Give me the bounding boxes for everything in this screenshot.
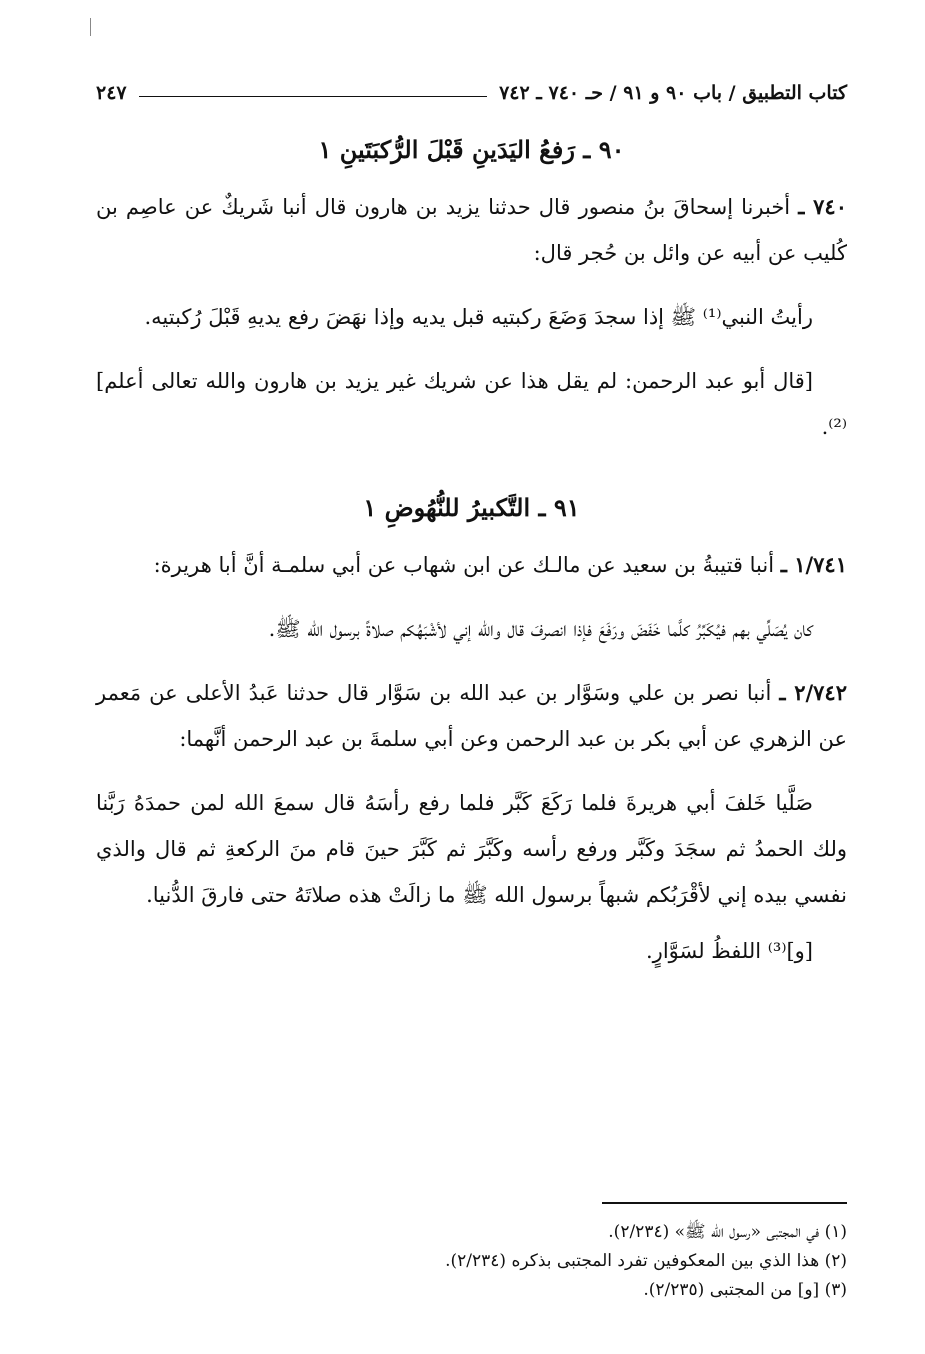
hadith-740-note: [قال أبو عبد الرحمن: لم يقل هذا عن شريك غير يزيد بن هارون والله تعالى أعلم]⁽²⁾. — [96, 369, 847, 439]
chapter-heading-91: ٩١ ـ التَّكبيرُ للنُّهُوضِ ١ — [363, 493, 580, 522]
footnote-1: (١) في المجتبى «رسول الله ﷺ» (٢/٢٣٤). — [608, 1222, 847, 1242]
footnote-2: (٢) هذا الذي بين المعكوفين تفرد المجتبى بذكره (٢/٢٣٤). — [445, 1251, 847, 1271]
isnad-text: أنبا نصر بن علي وسَوَّار بن عبد الله بن سَوَّار قال حدثنا عَبدُ الأعلى عن مَعمر عن الزهري عن أبي بكر بن عبد الرحمن وعن أبي سلمةَ بن عبد الرحمن أنَّهما: — [96, 681, 847, 751]
hadith-741-chain — [96, 542, 847, 588]
footnote-rule — [602, 1202, 847, 1204]
hadith-742-matn: صَلَّيا خَلفَ أبي هريرةَ فلما رَكَعَ كَبَّر فلما رفع رأسَهُ قال سمعَ الله لمن حمدَهُ رَبَّنا ولك الحمدُ ثم سجَدَ وكَبَّر ورفع رأسه وكَبَّرَ ثم كَبَّرَ حينَ قام منَ الركعةِ ثم قال والذي نفسي بيده إني لأقْرَبُكم شبهاً برسول الله ﷺ ما زالَتْ هذه صلاتَهُ حتى فارقَ الدُّنيا. — [96, 791, 847, 907]
chapter-heading-90: ٩٠ ـ رَفعُ اليَدَينِ قَبْلَ الرُّكبَتَينِ ١ — [318, 135, 625, 164]
hadith-number: ٧٤٠ ـ — [798, 194, 847, 219]
hadith-742-chain — [96, 670, 847, 762]
page-number: ٢٤٧ — [96, 82, 127, 104]
footnotes — [96, 1218, 847, 1305]
margin-mark — [90, 18, 91, 36]
main-text — [96, 128, 847, 974]
header-title: كتاب التطبيق / باب ٩٠ و ٩١ / حـ ٧٤٠ ـ ٧٤٢ — [499, 82, 847, 104]
hadith-number: ١/٧٤١ ـ — [780, 552, 847, 577]
footnote-3: (٣) [و] من المجتبى (٢/٢٣٥). — [643, 1280, 847, 1300]
isnad-text: أنبا قتيبةُ بن سعيد عن مالـك عن ابن شهاب عن أبي سلمـة أنَّ أبا هريرة: — [153, 553, 775, 577]
running-header — [96, 76, 847, 110]
isnad-text: أخبرنا إسحاقَ بنُ منصور قال حدثنا يزيد بن هارون قال أنبا شَريكٌ عن عاصِم بن كُليب عن أبيه عن وائل بن حُجر قال: — [96, 195, 847, 265]
hadith-740-matn: رأيتُ النبي⁽¹⁾ ﷺ إذا سجدَ وَضَعَ ركبتيه قبل يديه وإذا نهَضَ رفع يديهِ قَبْلَ رُكبتيه. — [144, 305, 813, 329]
hadith-740-chain — [96, 184, 847, 276]
hadith-741-matn: كان يُصَلِّي بهم فيُكَبِّرُ كلَّما خَفَضَ ورَفَعَ فإذا انصرفَ قال والله إني لأشْبَهُكم صلاةً برسول الله ﷺ. — [268, 617, 813, 641]
hadith-742-note: [و]⁽³⁾ اللفظُ لسَوَّارٍ. — [646, 939, 813, 963]
header-rule — [139, 96, 487, 97]
hadith-number: ٢/٧٤٢ ـ — [779, 680, 847, 705]
